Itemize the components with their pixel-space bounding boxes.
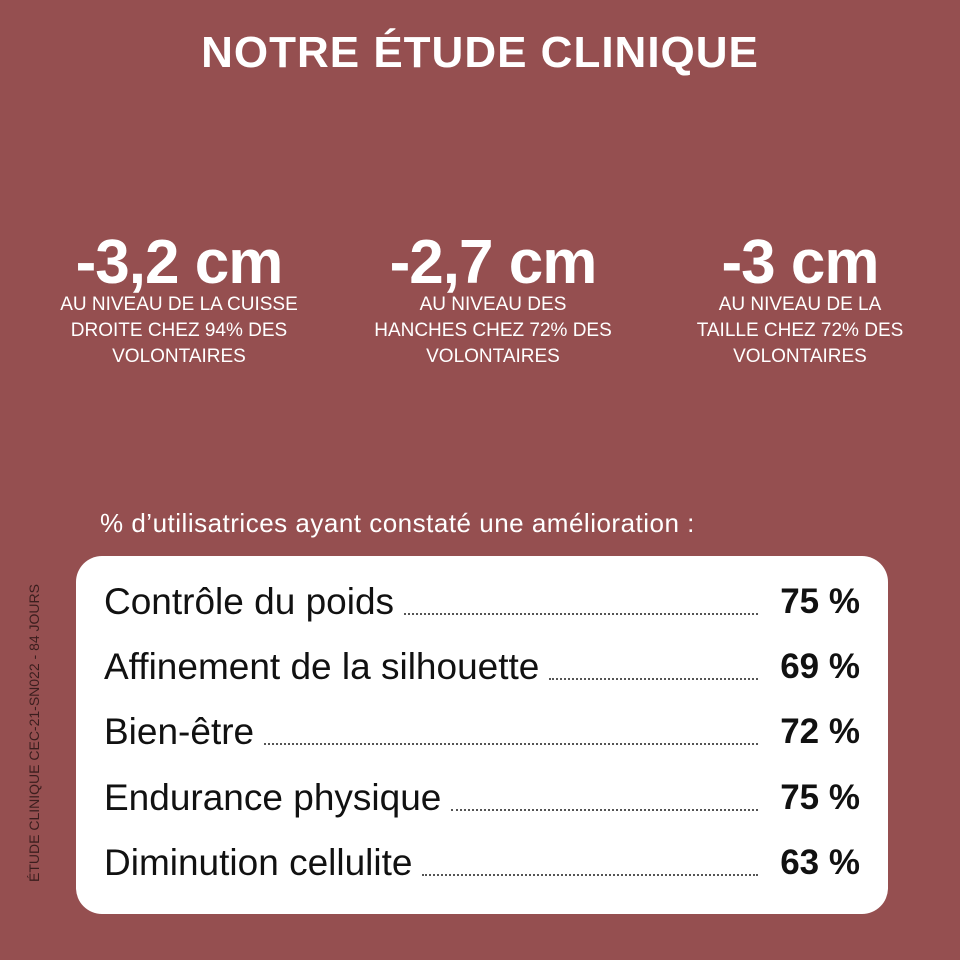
stat-description [343,292,643,370]
result-percentage: 75 % [780,582,860,621]
stat-waist [650,228,950,370]
study-reference: ÉTUDE CLINIQUE CEC-21-SN022 - 84 JOURS [26,584,42,882]
result-label: Diminution cellulite [104,842,413,883]
result-row-wellbeing [104,704,860,754]
stat-description [650,292,950,370]
stat-desc-line: VOLONTAIRES [112,346,246,367]
stat-value: -2,7 cm [389,228,597,297]
dot-leader [549,678,758,680]
stat-desc-line: TAILLE CHEZ 72% DES [696,320,904,341]
stat-hips [343,228,643,370]
result-label: Bien-être [104,711,255,752]
result-row-endurance [104,770,860,820]
stat-value: -3,2 cm [75,228,283,297]
stat-desc-line: VOLONTAIRES [426,346,560,367]
result-percentage: 75 % [780,778,860,817]
stat-desc-line: DROITE CHEZ 94% DES [70,320,288,341]
stat-desc-line: AU NIVEAU DES [419,294,567,315]
stat-desc-line: VOLONTAIRES [733,346,867,367]
stat-description [29,292,329,370]
result-percentage: 72 % [780,712,860,751]
result-percentage: 69 % [780,647,860,686]
result-row-silhouette [104,639,860,689]
dot-leader [422,874,758,876]
result-row-weight-control [104,574,860,624]
stat-thigh [29,228,329,370]
stats-section [0,228,960,378]
results-card [76,556,888,914]
page-title: NOTRE ÉTUDE CLINIQUE [201,28,759,77]
stat-desc-line: AU NIVEAU DE LA CUISSE [60,294,298,315]
stat-desc-line: AU NIVEAU DE LA [718,294,882,315]
result-row-cellulite [104,835,860,885]
results-subtitle: % d’utilisatrices ayant constaté une amélioration : [100,508,695,538]
dot-leader [264,743,758,745]
result-percentage: 63 % [780,843,860,882]
dot-leader [451,809,758,811]
stat-desc-line: HANCHES CHEZ 72% DES [374,320,612,341]
result-label: Endurance physique [104,777,442,818]
dot-leader [404,613,758,615]
result-label: Contrôle du poids [104,581,395,622]
result-label: Affinement de la silhouette [104,646,540,687]
stat-value: -3 cm [721,228,879,297]
